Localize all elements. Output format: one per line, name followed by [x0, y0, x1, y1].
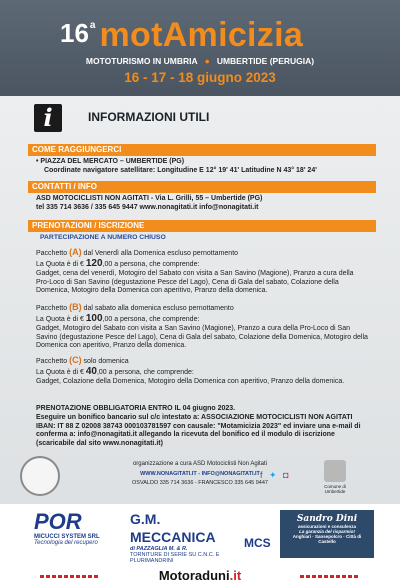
package-a-title: Pacchetto (A) dal Venerdì alla Domenica escluso pernottamento [36, 247, 239, 257]
participation-note: PARTECIPAZIONE A NUMERO CHIUSO [40, 234, 166, 241]
comune-crest-icon [324, 460, 346, 482]
package-a-quota: La Quota è di € 120,00 a persona, che comprende: [36, 258, 200, 269]
package-c-price: 40 [85, 366, 97, 377]
package-c-title: Pacchetto (C) solo domenica [36, 355, 129, 365]
package-c-description: Gadget, Colazione della Domenica, Motogiro della Domenica con aperitivo, Pranzo della domenica. [36, 378, 345, 385]
footer-phones: OSVALDO 335 714 3636 - FRANCESCO 335 645 9447 [132, 479, 268, 486]
sponsor-strip [0, 504, 400, 564]
package-b-price: 100 [85, 313, 103, 324]
section-header-prenotazioni: PRENOTAZIONI / ISCRIZIONE [28, 220, 376, 232]
package-a-price: 120 [85, 258, 103, 269]
edition-superscript: a [89, 20, 96, 31]
package-c-quota: La Quota è di € 40,00 a persona, che comprende: [36, 366, 194, 377]
sponsor-gm-meccanica: G.M. MECCANICA di PAZZAGLIA M. & R. TORNITURE DI SERIE SU C.N.C. E PLURIMANDRINI [130, 511, 220, 564]
booking-deadline: PRENOTAZIONE OBBLIGATORIA ENTRO IL 04 giugno 2023. [36, 405, 236, 412]
coordinates-line: Coordinate navigatore satellitare: Longitudine E 12° 19' 41' Latitudine N 43° 18' 24' [44, 167, 317, 174]
package-c-letter: (C) [69, 355, 82, 365]
edition-number: 16 [60, 18, 89, 48]
bullet-icon: ● [204, 56, 210, 66]
package-b-quota: La Quota è di € 100,00 a persona, che comprende: [36, 313, 200, 324]
package-b-title: Pacchetto (B) dal sabato alla domenica escluso pernottamento [36, 302, 234, 312]
social-icons [260, 470, 289, 481]
sponsor-por: POR MICUCCI SYSTEM SRL Tecnologia del recupero [34, 509, 100, 546]
sponsor-sandro-dini: Sandro Dini assicurazioni e consulenza La garanzia del risparmio! Anghiari · Sansepolcro · Città di Castello [280, 510, 374, 558]
package-b-description: Gadget, Motogiro del Sabato con visita a San Savino (Magione), Pranzo a cura della Pro-Loco di San Savino (degustazione Pesce del Lago), Cena di Gala del sabato, Colazione della Domenica, Motogiro della Domenica con aperitivo, Pranzo della domenica. [36, 325, 368, 350]
footer-site-email: WWW.NONAGITATI.IT - INFO@NONAGITATI.IT [140, 471, 260, 477]
sponsor-mcs: MCS [244, 536, 271, 550]
header-banner [0, 0, 400, 96]
facebook-icon[interactable]: f [260, 470, 263, 480]
info-icon: i [34, 104, 62, 132]
comune-label: Comune di Umbertide [324, 484, 346, 494]
club-logo-icon [20, 456, 60, 496]
location-line: • PIAZZA DEL MERCATO – UMBERTIDE (PG) [36, 158, 185, 165]
instagram-icon[interactable]: ◘ [283, 470, 289, 480]
package-a-description: Gadget, cena del venerdì, Motogiro del Sabato con visita a San Savino (Magione), Pranzo a cura della Pro-Loco di San Savino (degustazione Pesce del Lago), Cena di Gala del sabato, Colazione della Domenica, Motogiro della Domenica con aperitivo, Pranzo della domenica. [36, 270, 354, 295]
brand-logo[interactable]: Motoraduni.it [158, 568, 242, 583]
brand-footer [0, 566, 400, 586]
organizer-note: organizzazione a cura ASD Motociclisti Non Agitati [132, 461, 268, 467]
package-a-letter: (A) [69, 247, 82, 257]
info-title: INFORMAZIONI UTILI [88, 110, 210, 124]
twitter-icon[interactable]: ✦ [269, 470, 277, 480]
package-b-letter: (B) [69, 302, 82, 312]
event-dates: 16 - 17 - 18 giugno 2023 [124, 70, 276, 85]
event-subtitle [0, 56, 400, 66]
payment-instructions: Eseguire un bonifico bancario sul c/c intestato a: ASSOCIAZIONE MOTOCICLISTI NON AGITATI IBAN: IT 88 Z 02008 38743 000103781597 con causale: "Motamicizia 2023" ed inviare una e-mail di conferma a: info@nonagitati.it allegando la ricevuta del bonifico ed il modulo di iscrizione (scaricabile dal sito www.nonagitati.it) [36, 414, 361, 447]
dash-decoration-right [300, 575, 360, 578]
subtitle-left: MOTOTURISMO IN UMBRIA [85, 56, 198, 66]
contact-phones: tel 335 714 3636 / 335 645 9447 www.nonagitati.it info@nonagitati.it [36, 204, 259, 211]
subtitle-right: UMBERTIDE (PERUGIA) [216, 56, 315, 66]
dash-decoration-left [40, 575, 100, 578]
event-name: motAmicizia [99, 16, 304, 54]
section-header-come-raggiungerci: COME RAGGIUNGERCI [28, 144, 376, 156]
section-header-contatti: CONTATTI / INFO [28, 181, 376, 193]
event-title [60, 18, 303, 52]
contact-address: ASD MOTOCICLISTI NON AGITATI - Via L. Grilli, 55 – Umbertide (PG) [36, 195, 263, 202]
